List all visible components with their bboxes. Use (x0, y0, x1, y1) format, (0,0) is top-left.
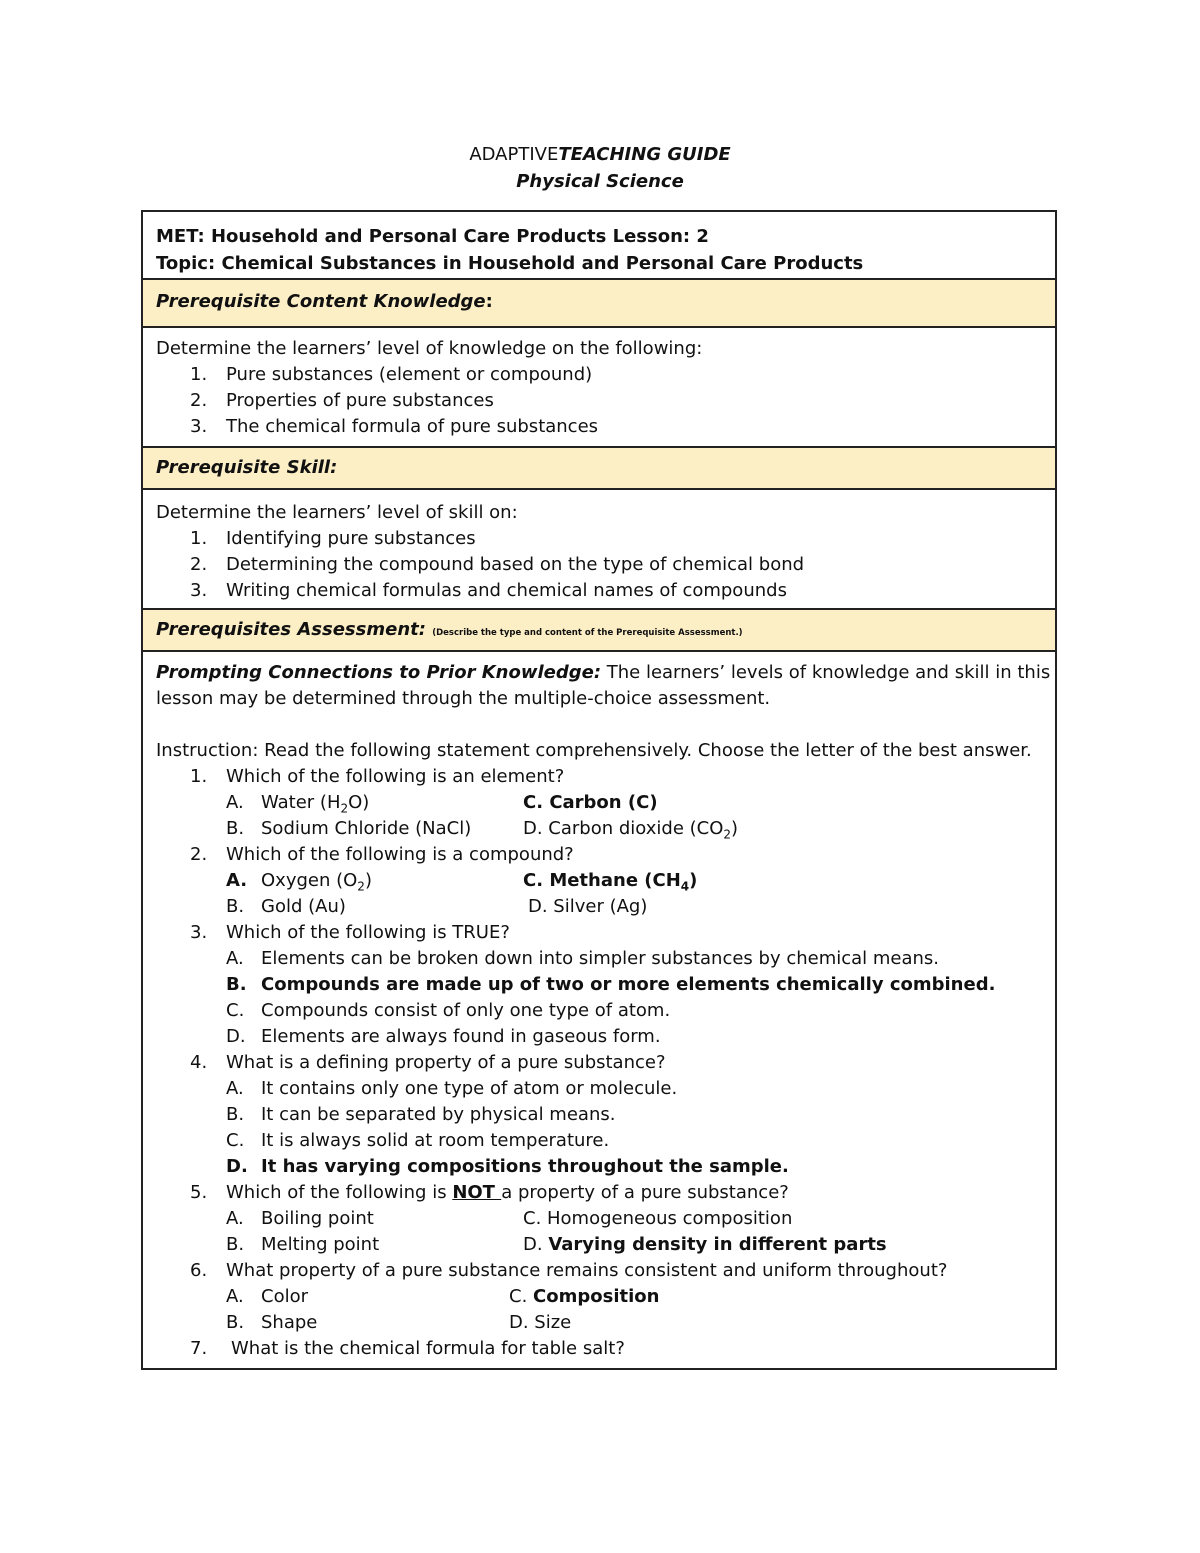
option-c: C. Compounds consist of only one type of atom. (226, 1000, 671, 1021)
psk-intro: Determine the learners’ level of skill on: (156, 502, 518, 523)
assessment-note: (Describe the type and content of the Prerequisite Assessment.) (432, 628, 743, 638)
page-subtitle: Physical Science (516, 171, 684, 192)
question-text: What is a defining property of a pure substance? (226, 1052, 666, 1073)
list-item: 2. Determining the compound based on the type of chemical bond (190, 554, 805, 575)
option-d: D. Elements are always found in gaseous form. (226, 1026, 661, 1047)
option-a: A. It contains only one type of atom or molecule. (226, 1078, 678, 1099)
option-b: B. Compounds are made up of two or more elements chemically combined. (226, 974, 996, 995)
pck-heading-row (143, 280, 1055, 328)
guide-table (141, 210, 1057, 1370)
option-row: A. Water $(H_2O)$ C. Carbon (C) (226, 792, 658, 816)
question-7: 7. What is the chemical formula for table salt? (190, 1338, 625, 1359)
option-row: B. Gold (Au) D. Silver (Ag) (156, 894, 1055, 920)
question-6: 6. What property of a pure substance remains consistent and uniform throughout? (190, 1260, 948, 1281)
pck-intro: Determine the learners’ level of knowledge on the following: (156, 338, 703, 359)
option-c: C. It is always solid at room temperature. (226, 1130, 610, 1151)
list-item-text: The chemical formula of pure substances (226, 416, 599, 437)
option-row: A. Boiling point C. Homogeneous composition (156, 1206, 1055, 1232)
option-a: Color (261, 1286, 308, 1307)
list-item-text: Identifying pure substances (226, 528, 476, 549)
option-row: B. Shape D. Size (156, 1310, 1055, 1336)
psk-list (156, 526, 1055, 604)
instruction-text: Instruction: Read the following statement comprehensively. Choose the letter of the best answer. (156, 740, 1032, 761)
option-d: D. Silver (Ag) (528, 896, 648, 917)
question-text: Which of the following is an element? (226, 766, 565, 787)
prompt-text: The learners’ levels of knowledge and skill in this lesson may be determined through the multiple-choice assessment. (156, 662, 1051, 709)
option-row: B. Melting point D. Varying density in different parts (156, 1232, 1055, 1258)
psk-heading-row (143, 448, 1055, 490)
question-text: Which of the following is NOT a property of a pure substance? (226, 1182, 789, 1203)
assessment-heading-row (143, 610, 1055, 652)
option-a: A. Elements can be broken down into simpler substances by chemical means. (226, 948, 940, 969)
pck-body-row (143, 328, 1055, 448)
title-plain: ADAPTIVE (469, 144, 559, 165)
option-d: D. Size (509, 1312, 572, 1333)
option-c: C. Composition (509, 1286, 660, 1307)
option-c: C. Carbon (C) (523, 792, 658, 813)
question-text: What property of a pure substance remains consistent and uniform throughout? (226, 1260, 948, 1281)
question-2: 2. Which of the following is a compound? (190, 844, 574, 865)
met-row (143, 212, 1055, 280)
list-item-text: Writing chemical formulas and chemical names of compounds (226, 580, 787, 601)
question-3: 3. Which of the following is TRUE? (190, 922, 510, 943)
psk-body-row (143, 490, 1055, 610)
option-a: Water $(H_2O)$ (261, 792, 370, 816)
pck-heading-colon: : (485, 291, 493, 312)
option-b: Melting point (261, 1234, 380, 1255)
list-item: 1. Identifying pure substances (190, 528, 476, 549)
option-d: D. It has varying compositions throughout the sample. (226, 1156, 789, 1177)
question-text: Which of the following is a compound? (226, 844, 574, 865)
prompt-paragraph (156, 660, 1055, 712)
list-item-text: Determining the compound based on the type of chemical bond (226, 554, 805, 575)
option-row: B. Sodium Chloride (NaCl) D. Carbon dioxide $(CO_2)$ (226, 818, 739, 842)
page-title (0, 143, 1200, 167)
option-b: Shape (261, 1312, 318, 1333)
option-b: Sodium Chloride (NaCl) (261, 818, 472, 839)
psk-heading: Prerequisite Skill: (156, 457, 338, 478)
pck-list (156, 362, 1055, 440)
option-c: C. Methane $(CH_4)$ (523, 870, 698, 894)
option-d: D. Carbon dioxide $(CO_2)$ (523, 818, 739, 842)
assessment-heading: Prerequisites Assessment: (156, 619, 426, 640)
option-c: C. Homogeneous composition (523, 1208, 793, 1229)
option-b: Gold (Au) (261, 896, 346, 917)
option-a: Boiling point (261, 1208, 374, 1229)
list-item: 2. Properties of pure substances (190, 390, 494, 411)
title-emphasis: TEACHING GUIDE (558, 144, 731, 165)
prompt-lead: Prompting Connections to Prior Knowledge: (156, 662, 602, 683)
question-text: Which of the following is TRUE? (226, 922, 510, 943)
option-a: Oxygen $(O_2)$ (261, 870, 372, 894)
option-row: A. Oxygen $(O_2)$ C. Methane $(CH_4)$ (226, 870, 698, 894)
list-item: 3. Writing chemical formulas and chemical names of compounds (190, 580, 787, 601)
option-d: D. Varying density in different parts (523, 1234, 887, 1255)
question-text: What is the chemical formula for table salt? (231, 1338, 625, 1359)
list-item: 3. The chemical formula of pure substances (190, 416, 599, 437)
pck-heading: Prerequisite Content Knowledge (156, 291, 486, 312)
option-b: B. It can be separated by physical means. (226, 1104, 616, 1125)
question-4: 4. What is a defining property of a pure substance? (190, 1052, 666, 1073)
question-5: 5. Which of the following is NOT a property of a pure substance? (190, 1182, 789, 1203)
list-item-text: Pure substances (element or compound) (226, 364, 593, 385)
met-line: MET: Household and Personal Care Products Lesson: 2 (156, 226, 709, 247)
assessment-body-row (143, 652, 1055, 1368)
option-row: A. Color C. Composition (156, 1284, 1055, 1310)
topic-line: Topic: Chemical Substances in Household and Personal Care Products (156, 253, 864, 274)
question-1: 1. Which of the following is an element? (190, 766, 565, 787)
list-item: 1. Pure substances (element or compound) (190, 364, 593, 385)
list-item-text: Properties of pure substances (226, 390, 494, 411)
